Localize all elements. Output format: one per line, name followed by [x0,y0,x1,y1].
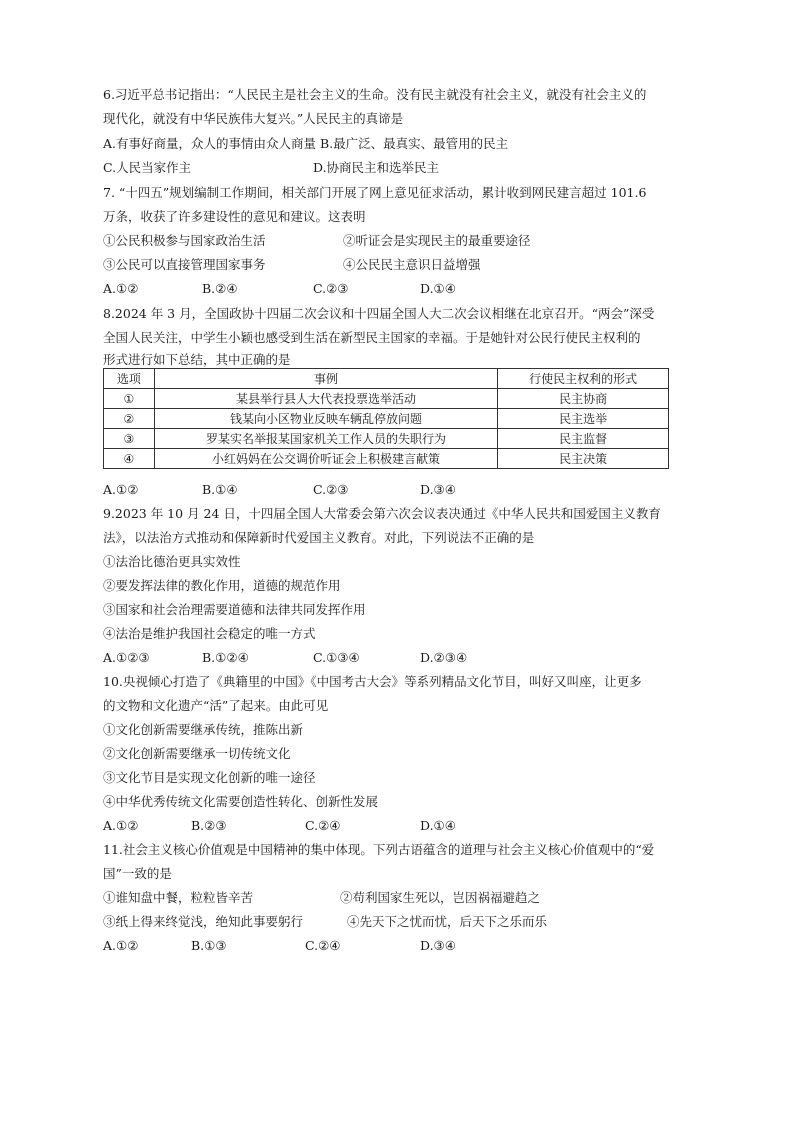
q7-statement-1: ①公民积极参与国家政治生活 [103,233,266,248]
q11-stem-line1: 11.社会主义核心价值观是中国精神的集中体现。下列古语蕴含的道理与社会主义核心价值观中的“爱 [103,842,655,857]
q8-table [103,368,669,469]
table-header-form: 行使民主权利的形式 [498,369,669,389]
q7-stem-line2: 万条，收获了许多建设性的意见和建议。这表明 [103,209,366,224]
table-cell: 罗某实名举报某国家机关工作人员的失职行为 [154,429,497,449]
q9-statement-3: ③国家和社会治理需要道德和法律共同发挥作用 [103,602,366,617]
q7-option-a: A.①② [103,281,139,296]
q7-statement-2: ②听证会是实现民主的最重要途径 [343,233,531,248]
table-row [104,409,669,429]
q10-option-a: A.①② [103,818,139,833]
table-cell: 民主选举 [498,409,669,429]
q8-option-b: B.①④ [202,482,238,497]
q11-statement-1: ①谁知盘中餐，粒粒皆辛苦 [103,890,254,905]
q8-stem-line1: 8.2024 年 3 月，全国政协十四届二次会议和十四届全国人大二次会议相继在北京召开。“两会”深受 [103,306,655,321]
q8-stem-line2: 全国人民关注，中学生小颖也感受到生活在新型民主国家的幸福。于是她针对公民行使民主权利的 [103,330,641,345]
table-cell: 民主协商 [498,389,669,409]
table-cell: ② [104,409,155,429]
table-row [104,389,669,409]
table-cell: ④ [104,449,155,469]
q9-stem-line1: 9.2023 年 10 月 24 日，十四届全国人大常委会第六次会议表决通过《中华人民共和国爱国主义教育 [103,506,661,521]
q11-option-d: D.③④ [420,938,456,953]
q9-statement-2: ②要发挥法律的教化作用，道德的规范作用 [103,578,341,593]
table-cell: 某县举行县人大代表投票选举活动 [154,389,497,409]
q7-option-d: D.①④ [420,281,456,296]
table-cell: 钱某向小区物业反映车辆乱停放问题 [154,409,497,429]
table-row [104,429,669,449]
q8-stem-line3: 形式进行如下总结，其中正确的是 [103,352,291,367]
table-cell: 民主监督 [498,429,669,449]
q11-stem-line2: 国”一致的是 [103,866,172,881]
q9-stem-line2: 法》，以法治方式推动和保障新时代爱国主义教育。对此，下列说法不正确的是 [103,530,535,545]
q10-statement-3: ③文化节目是实现文化创新的唯一途径 [103,770,316,785]
q7-option-c: C.②③ [313,281,349,296]
q9-option-c: C.①③④ [313,650,360,665]
q9-statement-4: ④法治是维护我国社会稳定的唯一方式 [103,626,316,641]
table-header-option: 选项 [104,369,155,389]
table-header-example: 事例 [154,369,497,389]
q9-option-a: A.①②③ [103,650,150,665]
q6-stem-line1: 6.习近平总书记指出：“人民民主是社会主义的生命。没有民主就没有社会主义，就没有社会主义的 [103,87,647,102]
q7-statement-4: ④公民民主意识日益增强 [343,257,481,272]
q11-option-a: A.①② [103,938,139,953]
q10-stem-line1: 10.央视倾心打造了《典籍里的中国》《中国考古大会》等系列精品文化节目，叫好又叫座，让更多 [103,674,642,689]
q11-statement-3: ③纸上得来终觉浅，绝知此事要躬行 [103,914,304,929]
table-cell: 民主决策 [498,449,669,469]
q6-stem-line2: 现代化，就没有中华民族伟大复兴。”人民民主的真谛是 [103,111,404,126]
q9-statement-1: ①法治比德治更具实效性 [103,554,241,569]
q8-option-d: D.③④ [420,482,456,497]
q11-statement-2: ②苟利国家生死以，岂因祸福避趋之 [340,890,541,905]
q11-option-b: B.①③ [191,938,227,953]
q9-option-d: D.②③④ [420,650,468,665]
q9-option-b: B.①②④ [202,650,249,665]
q8-option-c: C.②③ [313,482,349,497]
table-row [104,449,669,469]
q10-option-b: B.②③ [191,818,227,833]
q10-stem-line2: 的文物和文化遗产“活”了起来。由此可见 [103,698,329,713]
q11-option-c: C.②④ [305,938,341,953]
q8-option-a: A.①② [103,482,139,497]
q10-statement-2: ②文化创新需要继承一切传统文化 [103,746,291,761]
q10-statement-1: ①文化创新需要继承传统，推陈出新 [103,722,304,737]
table-cell: ③ [104,429,155,449]
q10-option-c: C.②④ [305,818,341,833]
q10-option-d: D.①④ [420,818,456,833]
q6-option-ab: A.有事好商量，众人的事情由众人商量 B.最广泛、最真实、最管用的民主 [103,136,509,151]
q7-option-b: B.②④ [202,281,238,296]
q6-option-c: C.人民当家作主 [103,160,192,175]
q11-statement-4: ④先天下之忧而忧，后天下之乐而乐 [347,914,548,929]
q6-option-d: D.协商民主和选举民主 [313,160,440,175]
q7-stem-line1: 7. “十四五”规划编制工作期间，相关部门开展了网上意见征求活动，累计收到网民建言超过 101.6 [103,185,647,200]
table-cell: 小红妈妈在公交调价听证会上积极建言献策 [154,449,497,469]
table-header-row [104,369,669,389]
q7-statement-3: ③公民可以直接管理国家事务 [103,257,266,272]
table-cell: ① [104,389,155,409]
q10-statement-4: ④中华优秀传统文化需要创造性转化、创新性发展 [103,794,379,809]
